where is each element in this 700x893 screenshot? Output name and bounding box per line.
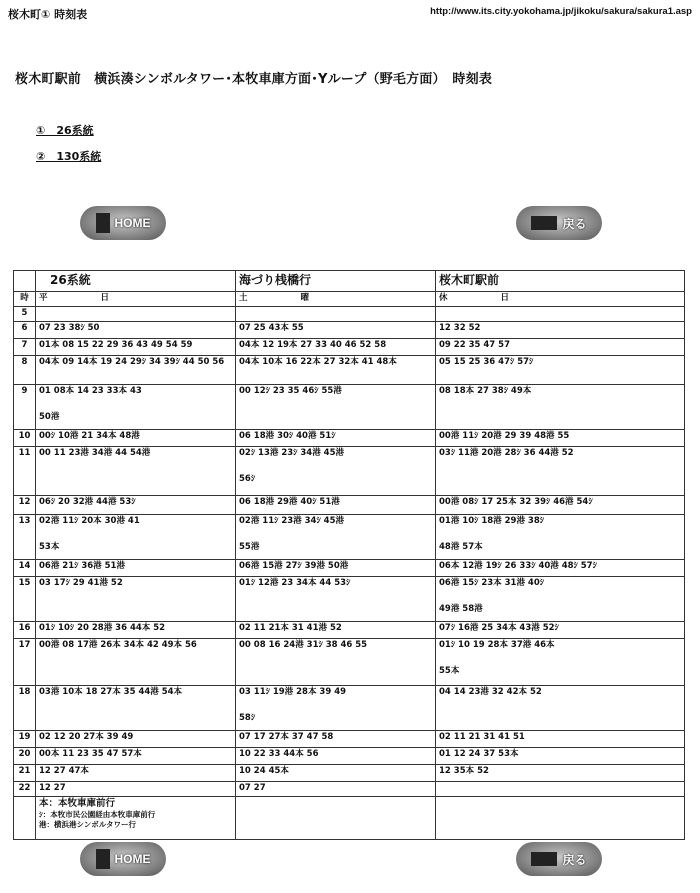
times-line: 03 11ｼ 19港 28本 39 49 [239,687,347,697]
times-line: 07 27 [239,783,266,793]
page-title: 桜木町駅前 横浜湊シンボルタワー･本牧車庫方面･Yループ（野毛方面） 時刻表 [15,72,493,87]
times-line-2: 58ｼ [239,712,256,723]
times-cell [236,622,436,639]
times-cell [236,560,436,577]
times-cell [236,765,436,782]
times-cell [436,577,685,622]
hour-cell: 13 [14,515,36,560]
times-cell [36,622,236,639]
times-cell [236,496,436,515]
times-line: 04本 10本 16 22本 27 32本 41 48本 [239,357,397,367]
hour-cell: 22 [14,782,36,797]
times-line: 01 08本 14 23 33本 43 [39,386,142,396]
times-cell [436,447,685,496]
times-cell [236,686,436,731]
home-button-label: HOME [114,216,151,230]
times-cell [236,447,436,496]
times-cell [36,639,236,686]
hour-cell: 5 [14,307,36,322]
hour-label: 時 [14,292,36,307]
day-type-saturday-a: 土 [239,293,248,303]
times-cell [436,748,685,765]
timetable-row [14,385,685,430]
hour-cell: 21 [14,765,36,782]
times-line: 04 14 23港 32 42本 52 [439,687,542,697]
times-cell [436,356,685,385]
hour-cell: 12 [14,496,36,515]
times-line-2: 50港 [39,411,60,422]
day-type-saturday-b: 曜 [300,293,309,303]
times-line: 06港 15ｼ 23本 31港 40ｼ [439,578,544,588]
times-line: 00 11 23港 34港 44 54港 [39,448,151,458]
times-cell [36,577,236,622]
times-cell [236,356,436,385]
legend-hour-cell [14,797,36,840]
hour-cell: 17 [14,639,36,686]
times-line: 06 18港 30ｼ 40港 51ｼ [239,431,336,441]
times-line: 06港 15港 27ｼ 39港 50港 [239,561,349,571]
times-cell [436,339,685,356]
day-type-weekday-a: 平 [39,293,48,303]
hour-cell: 7 [14,339,36,356]
times-cell [236,307,436,322]
times-line: 02 11 21本 31 41港 52 [239,623,342,633]
times-line: 05 15 25 36 47ｼ 57ｼ [439,357,534,367]
times-cell [36,686,236,731]
back-button[interactable] [516,206,602,240]
times-cell [236,385,436,430]
day-type-weekday-b: 日 [100,293,109,303]
times-line: 03ｼ 11港 20港 28ｼ 36 44港 52 [439,448,574,458]
col-header-sakuragicho: 桜木町駅前 [436,271,685,292]
times-cell [36,765,236,782]
times-cell [36,385,236,430]
times-line: 01 12 24 37 53本 [439,749,519,759]
times-cell [436,782,685,797]
times-line-2: 49港 58港 [439,603,483,614]
times-line: 07 17 27本 37 47 58 [239,732,334,742]
page-url: http://www.its.city.yokohama.jp/jikoku/sakura/sakura1.asp [430,6,692,17]
times-line: 12 27 [39,783,66,793]
times-line: 02港 11ｼ 20本 30港 41 [39,516,140,526]
times-line: 06 18港 29港 40ｼ 51港 [239,497,340,507]
times-line: 00 08 16 24港 31ｼ 38 46 55 [239,640,368,650]
times-line: 02港 11ｼ 23港 34ｼ 45港 [239,516,344,526]
home-icon [96,849,110,869]
times-cell [436,307,685,322]
day-type-weekday [36,292,236,307]
times-cell [36,356,236,385]
legend [36,797,236,840]
timetable-row [14,430,685,447]
times-line: 03港 10本 18 27本 35 44港 54本 [39,687,183,697]
times-cell [236,731,436,748]
times-cell [436,622,685,639]
times-cell [436,322,685,339]
corner-cell [14,271,36,292]
timetable-row [14,447,685,496]
home-button-bottom[interactable] [80,842,166,876]
times-line: 00 12ｼ 23 35 46ｼ 55港 [239,386,342,396]
times-line: 12 27 47本 [39,766,89,776]
home-icon [96,213,110,233]
times-line: 02 11 21 31 41 51 [439,732,525,742]
legend-empty-cell [236,797,436,840]
hour-cell: 11 [14,447,36,496]
times-line: 06ｼ 20 32港 44港 53ｼ [39,497,136,507]
times-line: 06港 21ｼ 36港 51港 [39,561,125,571]
back-icon [531,852,557,866]
route-link-26[interactable]: ① 26系統 [36,124,94,137]
timetable-row [14,765,685,782]
times-cell [36,322,236,339]
times-cell [236,782,436,797]
col-header-umizuri: 海づり桟橋行 [236,271,436,292]
times-cell [436,731,685,748]
timetable-row [14,356,685,385]
timetable-row [14,639,685,686]
times-cell [436,496,685,515]
hour-cell: 20 [14,748,36,765]
times-line: 00ｼ 10港 21 34本 48港 [39,431,140,441]
times-line: 12 35本 52 [439,766,489,776]
timetable-row [14,307,685,322]
times-cell [236,639,436,686]
times-line-2: 55港 [239,541,260,552]
back-button-bottom[interactable] [516,842,602,876]
hour-cell: 9 [14,385,36,430]
times-cell [236,430,436,447]
back-icon [531,216,557,230]
times-cell [36,307,236,322]
times-line-2: 48港 57本 [439,541,483,552]
times-line: 10 24 45本 [239,766,289,776]
times-cell [36,447,236,496]
times-cell [436,639,685,686]
route-link-130[interactable]: ② 130系統 [36,150,102,163]
page-header-title: 桜木町① 時刻表 [8,8,88,21]
timetable-row [14,622,685,639]
timetable-row [14,577,685,622]
legend-empty-cell [436,797,685,840]
legend-row [14,797,685,840]
timetable [13,270,685,840]
times-line: 01ｼ 10ｼ 20 28港 36 44本 52 [39,623,166,633]
timetable-row [14,686,685,731]
times-cell [436,686,685,731]
legend-item: 本：本牧車庫前行 [39,798,116,809]
timetable-row [14,731,685,748]
route-links [36,122,101,174]
timetable-row [14,515,685,560]
legend-item: ｼ：本牧市民公園経由本牧車庫前行 [39,809,156,819]
col-header-26: 26系統 [36,271,236,292]
times-cell [36,496,236,515]
times-line: 10 22 33 44本 56 [239,749,319,759]
day-type-holiday [436,292,685,307]
times-cell [36,782,236,797]
times-line: 01ｼ 12港 23 34本 44 53ｼ [239,578,351,588]
hour-cell: 16 [14,622,36,639]
back-button-label: 戻る [562,852,587,867]
times-line: 06本 12港 19ｼ 26 33ｼ 40港 48ｼ 57ｼ [439,561,597,571]
timetable-row [14,322,685,339]
times-cell [36,339,236,356]
times-cell [236,515,436,560]
times-line: 07ｼ 16港 25 34本 43港 52ｼ [439,623,559,633]
times-line: 00港 08 17港 26本 34本 42 49本 56 [39,640,197,650]
hour-cell: 10 [14,430,36,447]
times-cell [436,765,685,782]
times-cell [436,385,685,430]
hour-cell: 14 [14,560,36,577]
times-cell [36,560,236,577]
times-line: 12 32 52 [439,323,481,333]
home-button-label: HOME [114,852,151,866]
timetable-row [14,560,685,577]
hour-cell: 18 [14,686,36,731]
times-line: 01港 10ｼ 18港 29港 38ｼ [439,516,544,526]
times-line: 04本 09 14本 19 24 29ｼ 34 39ｼ 44 50 56 [39,357,225,367]
day-type-holiday-a: 休 [439,293,448,303]
times-cell [236,339,436,356]
hour-cell: 15 [14,577,36,622]
times-line: 09 22 35 47 57 [439,340,510,350]
times-line-2: 56ｼ [239,473,256,484]
times-cell [436,515,685,560]
times-line: 02ｼ 13港 23ｼ 34港 45港 [239,448,344,458]
times-line: 07 23 38ｼ 50 [39,323,100,333]
times-line: 00港 08ｼ 17 25本 32 39ｼ 46港 54ｼ [439,497,593,507]
times-line-2: 55本 [439,665,460,676]
times-line: 02 12 20 27本 39 49 [39,732,134,742]
times-cell [36,731,236,748]
day-type-holiday-b: 日 [500,293,509,303]
times-line-2: 53本 [39,541,60,552]
times-line: 00本 11 23 35 47 57本 [39,749,142,759]
times-cell [236,577,436,622]
times-cell [36,748,236,765]
back-button-label: 戻る [562,216,587,231]
day-type-saturday [236,292,436,307]
times-line: 01ｼ 10 19 28本 37港 46本 [439,640,555,650]
hour-cell: 6 [14,322,36,339]
timetable-row [14,782,685,797]
times-line: 04本 12 19本 27 33 40 46 52 58 [239,340,387,350]
times-line: 00港 11ｼ 20港 29 39 48港 55 [439,431,570,441]
timetable-header-row [14,271,685,292]
times-line: 03 17ｼ 29 41港 52 [39,578,123,588]
hour-cell: 8 [14,356,36,385]
times-cell [236,748,436,765]
times-cell [236,322,436,339]
legend-item: 港：横浜港シンボルタワー行 [39,819,137,829]
times-cell [36,515,236,560]
home-button[interactable] [80,206,166,240]
times-line: 08 18本 27 38ｼ 49本 [439,386,532,396]
times-cell [436,560,685,577]
times-cell [436,430,685,447]
times-cell [36,430,236,447]
timetable-row [14,748,685,765]
times-line: 07 25 43本 55 [239,323,304,333]
timetable-row [14,339,685,356]
times-line: 01本 08 15 22 29 36 43 49 54 59 [39,340,193,350]
timetable-row [14,496,685,515]
day-type-row [14,292,685,307]
hour-cell: 19 [14,731,36,748]
